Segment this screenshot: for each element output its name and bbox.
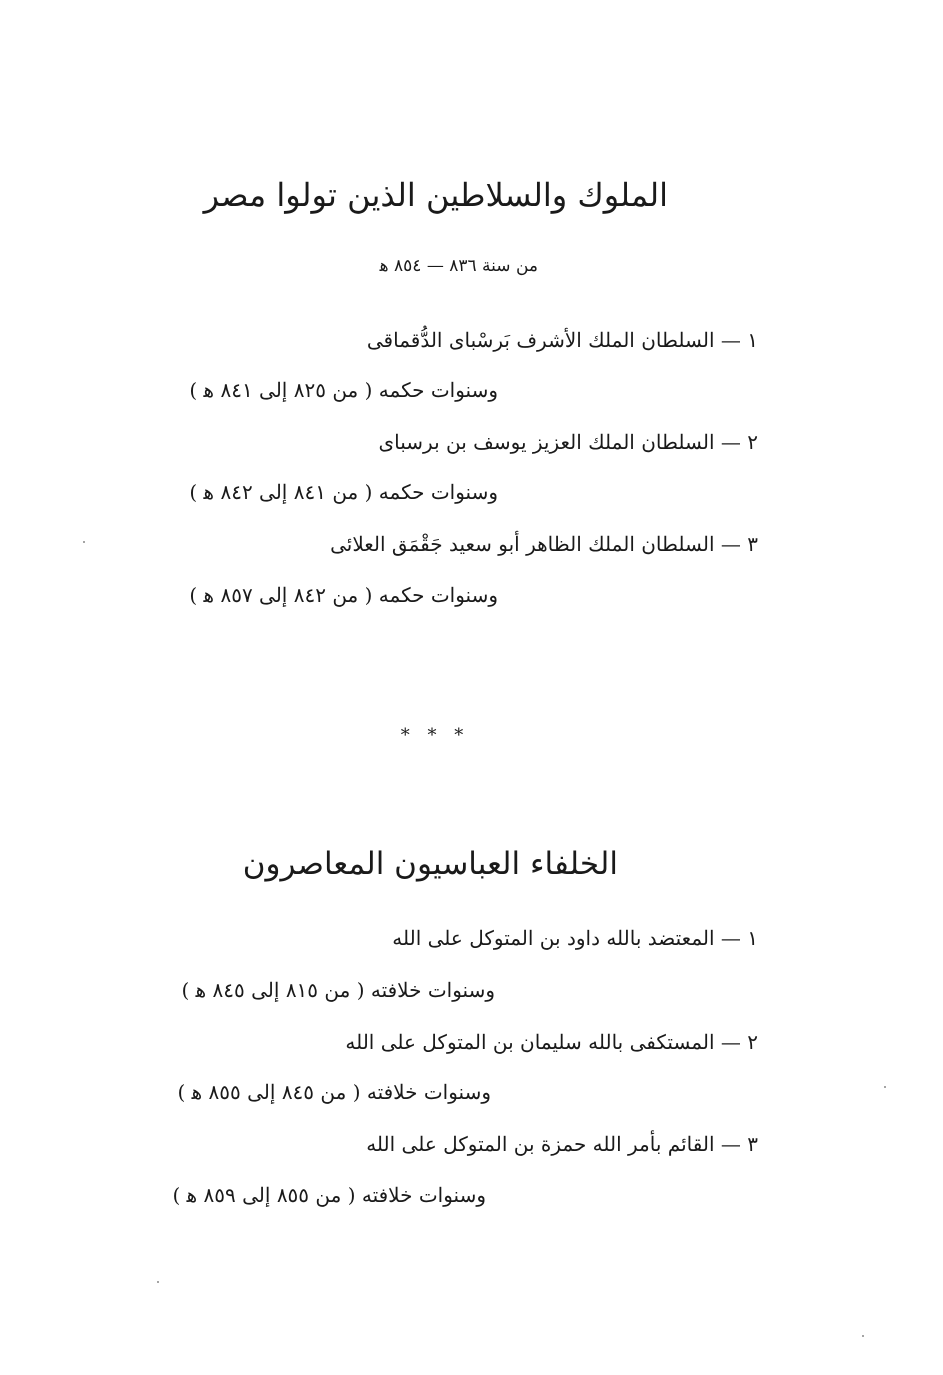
paper-speck — [83, 541, 85, 543]
caliph-years-3: وسنوات خلافته ( من ٨٥٥ إلى ٨٥٩ ﻫ ) — [172, 1183, 486, 1207]
sultan-entry-3: ٣ — السلطان الملك الظاهر أبو سعيد جَقْمَق العلائى — [330, 532, 758, 556]
caliph-entry-3: ٣ — القائم بأمر الله حمزة بن المتوكل على الله — [366, 1132, 758, 1156]
section1-title: الملوك والسلاطين الذين تولوا مصر — [203, 176, 668, 214]
section1-date-range: من سنة ٨٣٦ — ٨٥٤ ﻫ — [379, 256, 538, 276]
caliph-entry-2: ٢ — المستكفى بالله سليمان بن المتوكل على الله — [345, 1030, 758, 1054]
sultan-reign-years-1: وسنوات حكمه ( من ٨٢٥ إلى ٨٤١ ﻫ ) — [189, 378, 498, 402]
section-separator: * * * — [400, 725, 470, 746]
sultan-entry-1: ١ — السلطان الملك الأشرف بَرسْباى الدُّقماقى — [366, 328, 758, 352]
section2-title: الخلفاء العباسيون المعاصرون — [242, 846, 618, 882]
sultan-reign-years-3: وسنوات حكمه ( من ٨٤٢ إلى ٨٥٧ ﻫ ) — [189, 583, 498, 607]
paper-speck — [884, 1086, 886, 1088]
caliph-entry-1: ١ — المعتضد بالله داود بن المتوكل على الله — [392, 926, 758, 950]
paper-speck — [157, 1281, 159, 1283]
caliph-years-2: وسنوات خلافته ( من ٨٤٥ إلى ٨٥٥ ﻫ ) — [177, 1080, 491, 1104]
caliph-years-1: وسنوات خلافته ( من ٨١٥ إلى ٨٤٥ ﻫ ) — [181, 978, 495, 1002]
sultan-entry-2: ٢ — السلطان الملك العزيز يوسف بن برسباى — [378, 430, 758, 454]
sultan-reign-years-2: وسنوات حكمه ( من ٨٤١ إلى ٨٤٢ ﻫ ) — [189, 480, 498, 504]
paper-speck — [862, 1335, 864, 1337]
